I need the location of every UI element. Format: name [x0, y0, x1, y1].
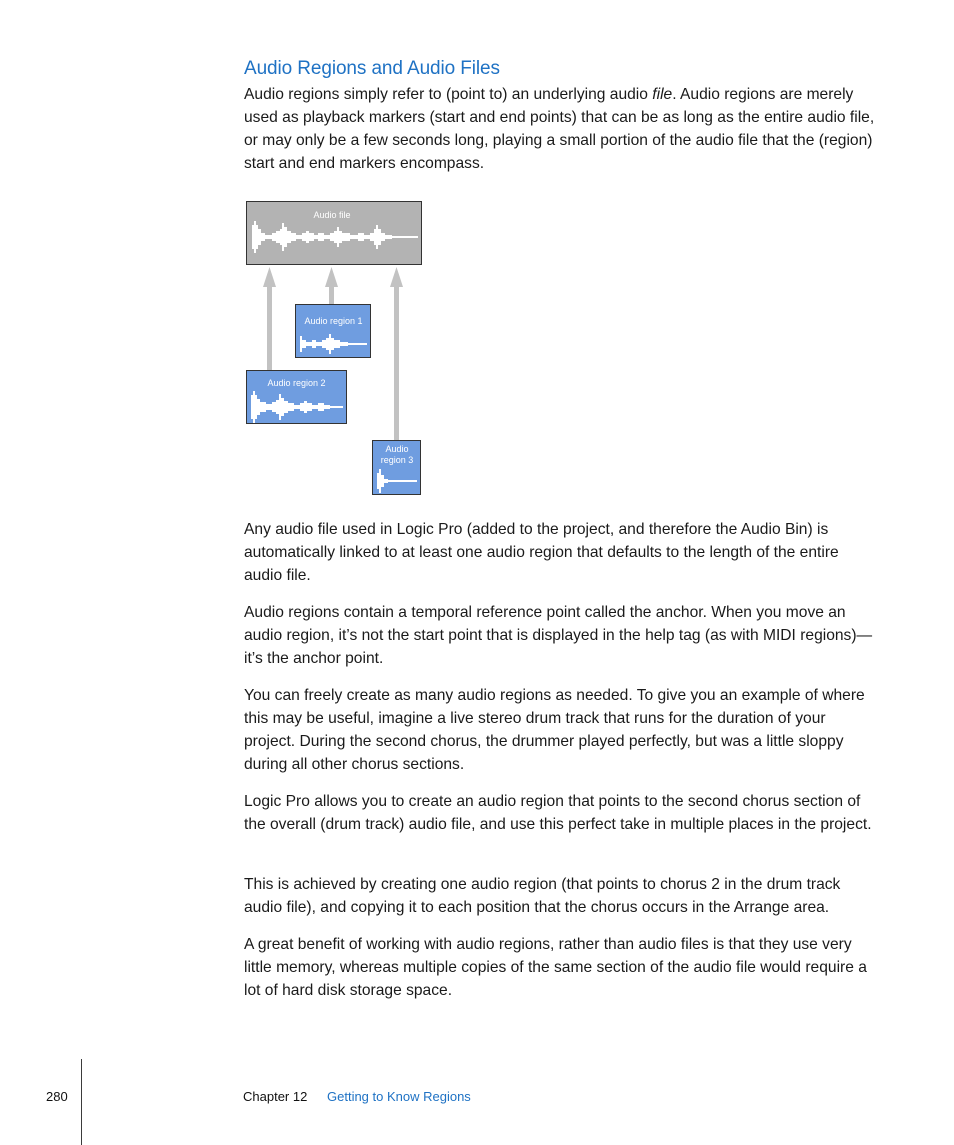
- body-paragraph: A great benefit of working with audio regions, rather than audio files is that they use very little memory, whereas multiple copies of the same section of the audio file would require a lot of hard disk storage space.: [244, 936, 867, 999]
- arrow-region3-head: [390, 267, 403, 287]
- intro-paragraph: [244, 83, 876, 175]
- intro-emphasis: file: [652, 86, 673, 103]
- body-paragraph: You can freely create as many audio regions as needed. To give you an example of where this may be useful, imagine a live stereo drum track that runs for the duration of your project. During the second chorus, the drummer played perfectly, but was a little sloppy during all other chorus sections.: [244, 687, 865, 773]
- intro-text-end: . Audio regions are merely used as playback markers (start and end points) that can be as long as the entire audio file, or may only be a few seconds long, playing a small portion of the audio file that the (region) start and end markers encompass.: [244, 86, 875, 172]
- body-paragraph: Any audio file used in Logic Pro (added to the project, and therefore the Audio Bin) is automatically linked to at least one audio region that defaults to the length of the entire audio file.: [244, 521, 839, 584]
- chapter-label: Chapter 12: [243, 1089, 308, 1104]
- audio-file-label: Audio file: [313, 210, 351, 220]
- section-heading: Audio Regions and Audio Files: [244, 58, 500, 79]
- body-paragraph: This is achieved by creating one audio region (that points to chorus 2 in the drum track audio file), and copying it to each position that the chorus occurs in the Arrange area.: [244, 876, 841, 916]
- chapter-title-link[interactable]: Getting to Know Regions: [327, 1089, 471, 1104]
- arrow-region1-head: [325, 267, 338, 287]
- page-number: 280: [46, 1089, 68, 1104]
- footer-divider: [81, 1059, 82, 1145]
- audio-region-2-label: Audio region 2: [267, 378, 326, 388]
- audio-region-3-label: Audio region 3: [380, 444, 414, 465]
- body-paragraph: Logic Pro allows you to create an audio region that points to the second chorus section of the overall (drum track) audio file, and use this perfect take in multiple places in the project.: [244, 793, 872, 833]
- intro-text-start: Audio regions simply refer to (point to) an underlying audio: [244, 86, 653, 103]
- audio-regions-diagram: [240, 195, 430, 500]
- arrow-region2-head: [263, 267, 276, 287]
- arrow-region3-shaft: [394, 283, 399, 440]
- audio-region-1-label: Audio region 1: [304, 316, 363, 326]
- body-paragraph: Audio regions contain a temporal reference point called the anchor. When you move an audio region, it’s not the start point that is displayed in the help tag (as with MIDI regions)—it’s the anchor point.: [244, 604, 873, 667]
- arrow-region2-shaft: [267, 283, 272, 371]
